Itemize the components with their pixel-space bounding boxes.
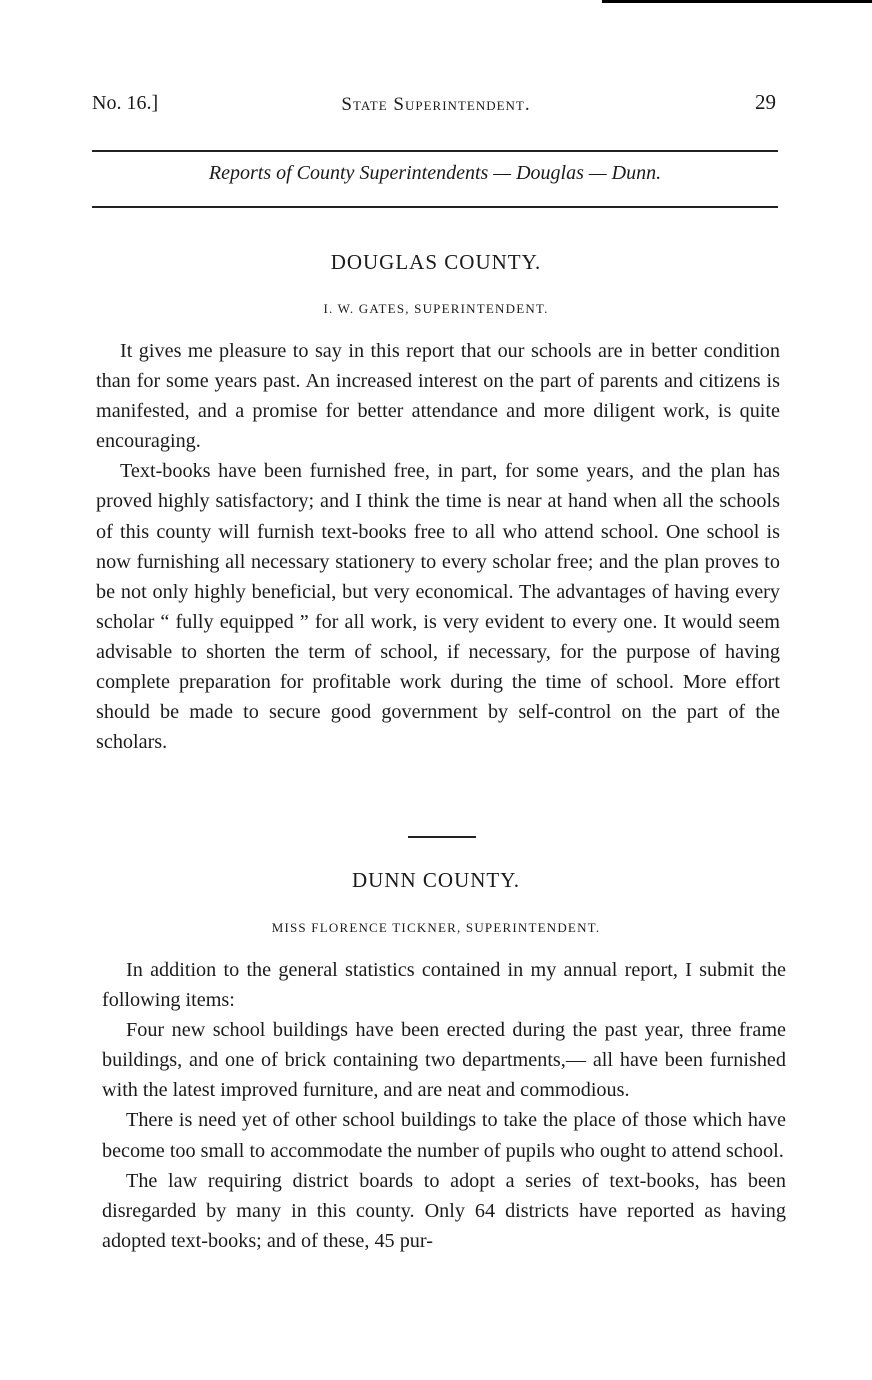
running-title: State Superintendent. [341, 94, 531, 115]
page-edge-mark [602, 0, 872, 3]
county-heading-douglas: DOUGLAS COUNTY. [330, 250, 542, 274]
document-number: No. 16.] [92, 92, 159, 114]
paragraph: Four new school buildings have been erected during the past year, three frame buildings, and one of brick containing two departments,— all have been furnished with the latest improved furniture, and are neat and commodious. [102, 1019, 786, 1102]
section-divider [408, 836, 476, 838]
paragraph: Text-books have been furnished free, in part, for some years, and the plan has proved highly satisfactory; and I think the time is near at hand when all the schools of this county will furnish text-books free to all who attend school. One school is now furnishing all necessary stationery to every scholar free; and the plan proves to be not only highly beneficial, but very economical. The advantages of having every scholar “ fully equipped ” for all work, is very evident to every one. It would seem advisable to shorten the term of school, if necessary, for the purpose of having complete preparation for profitable work during the time of school. More effort should be made to secure good government by self-control on the part of the scholars. [96, 460, 780, 754]
superintendent-douglas: I. W. GATES, SUPERINTENDENT. [323, 301, 549, 316]
superintendent-dunn: MISS FLORENCE TICKNER, SUPERINTENDENT. [271, 920, 601, 935]
header-rule-top [92, 150, 778, 152]
running-head [92, 88, 780, 124]
paragraph: There is need yet of other school buildings to take the place of those which have become too small to accommodate the number of pupils who ought to attend school. [102, 1109, 786, 1162]
header-rule-bottom [92, 206, 778, 208]
paragraph: In addition to the general statistics contained in my annual report, I submit the following items: [102, 959, 786, 1012]
section-subheading: Reports of County Superintendents — Douglas — Dunn. [208, 162, 662, 184]
douglas-report-body [96, 336, 780, 757]
county-heading-dunn: DUNN COUNTY. [352, 868, 520, 892]
dunn-report-body [102, 955, 786, 1256]
page-number: 29 [755, 90, 776, 114]
paragraph: It gives me pleasure to say in this report that our schools are in better condition than for some years past. An increased interest on the part of parents and citizens is manifested, and a promise for better attendance and more diligent work, is quite encouraging. [96, 340, 780, 453]
paragraph: The law requiring district boards to adopt a series of text-books, has been disregarded by many in this county. Only 64 districts have reported as having adopted text-books; and of these, 45 pur- [102, 1169, 786, 1252]
